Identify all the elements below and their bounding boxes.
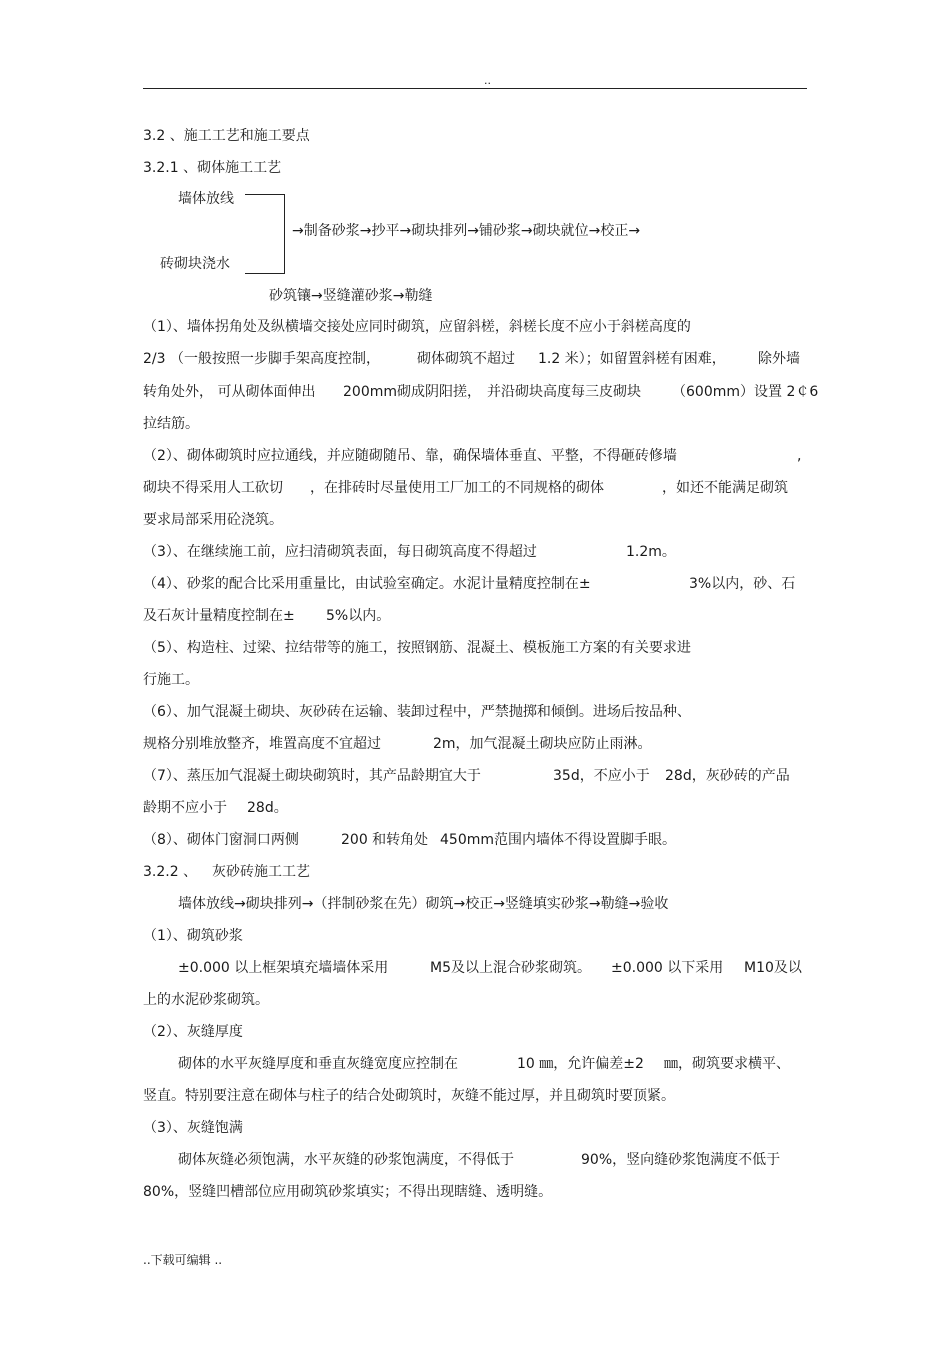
text-line: 砌体灰缝必须饱满，水平灰缝的砂浆饱满度，不得低于 (178, 1152, 514, 1168)
item-heading: （1）、砌筑砂浆 (143, 928, 243, 944)
text-line: 行施工。 (143, 672, 199, 688)
subsection-heading-2-text: 灰砂砖施工工艺 (212, 864, 310, 880)
text-line: 砌体砌筑不超过 (417, 351, 515, 367)
text-line: ±0.000 以上框架填充墙墙体采用 (178, 960, 389, 976)
section-heading: 3.2 、施工工艺和施工要点 (143, 128, 310, 144)
text-line: 80%，竖缝凹槽部位应用砌筑砂浆填实；不得出现瞎缝、透明缝。 (143, 1184, 553, 1200)
flow-bracket (245, 194, 285, 274)
subsection-heading-2: 3.2.2 、 (143, 864, 198, 880)
text-line: 200 和转角处 (341, 832, 429, 848)
flow-input-top: 墙体放线 (178, 191, 234, 207)
text-line: 转角处外， 可从砌体面伸出 (143, 384, 316, 400)
text-line: 2/3 （一般按照一步脚手架高度控制， (143, 351, 380, 367)
item-heading: （2）、灰缝厚度 (143, 1024, 243, 1040)
text-line: （2）、砌体砌筑时应拉通线，并应随砌随吊、靠，确保墙体垂直、平整，不得砸砖修墙 (143, 448, 677, 464)
text-line: 1.2m。 (626, 544, 676, 560)
text-line: M10及以 (744, 960, 802, 976)
lime-sand-flow: 墙体放线→砌块排列→（拌制砂浆在先）砌筑→校正→竖缝填实砂浆→勒缝→验收 (178, 896, 669, 912)
text-line: 龄期不应小于 (143, 800, 227, 816)
text-line: （600mm）设置 2￠6 (672, 384, 819, 400)
flow-main: →制备砂浆→抄平→砌块排列→铺砂浆→砌块就位→校正→ (292, 223, 641, 239)
text-line: 35d，不应小于 (553, 768, 650, 784)
footer-note: ..下载可编辑 .. (143, 1253, 223, 1267)
text-line: , (797, 448, 802, 464)
text-line: （5）、构造柱、过梁、拉结带等的施工，按照钢筋、混凝土、模板施工方案的有关要求进 (143, 640, 691, 656)
text-line: 10 ㎜，允许偏差±2 (517, 1056, 644, 1072)
flow-input-bottom: 砖砌块浇水 (160, 256, 230, 272)
text-line: 除外墙 (758, 351, 800, 367)
text-line: 竖直。特别要注意在砌体与柱子的结合处砌筑时，灰缝不能过厚，并且砌筑时要顶紧。 (143, 1088, 675, 1104)
header-mark: .. (484, 74, 491, 87)
text-line: 200mm砌成阴阳搓， (343, 384, 481, 400)
text-line: 2m，加气混凝土砌块应防止雨淋。 (433, 736, 652, 752)
text-line: ，如还不能满足砌筑 (662, 480, 788, 496)
text-line: ㎜，砌筑要求横平、 (664, 1056, 790, 1072)
flow-continuation: 砂筑镶→竖缝灌砂浆→勒缝 (269, 288, 433, 304)
text-line: 28d，灰砂砖的产品 (665, 768, 790, 784)
text-line: 1.2 米）；如留置斜槎有困难， (538, 351, 726, 367)
item-heading: （3）、灰缝饱满 (143, 1120, 243, 1136)
text-line: 上的水泥砂浆砌筑。 (143, 992, 269, 1008)
text-line: 450mm范围内墙体不得设置脚手眼。 (440, 832, 676, 848)
text-line: ，在排砖时尽量使用工厂加工的不同规格的砌体 (310, 480, 604, 496)
text-line: （1）、墙体拐角处及纵横墙交接处应同时砌筑，应留斜槎，斜槎长度不应小于斜槎高度的 (143, 319, 691, 335)
text-line: ±0.000 以下采用 (611, 960, 724, 976)
header-rule (143, 88, 807, 89)
text-line: 及石灰计量精度控制在± (143, 608, 295, 624)
text-line: 并沿砌块高度每三皮砌块 (487, 384, 641, 400)
text-line: M5及以上混合砂浆砌筑。 (430, 960, 591, 976)
text-line: （8）、砌体门窗洞口两侧 (143, 832, 299, 848)
text-line: 砌体的水平灰缝厚度和垂直灰缝宽度应控制在 (178, 1056, 458, 1072)
subsection-heading: 3.2.1 、砌体施工工艺 (143, 160, 282, 176)
text-line: 规格分别堆放整齐，堆置高度不宜超过 (143, 736, 381, 752)
text-line: （7）、蒸压加气混凝土砌块砌筑时，其产品龄期宜大于 (143, 768, 481, 784)
text-line: 28d。 (247, 800, 288, 816)
text-line: 3%以内，砂、石 (689, 576, 796, 592)
text-line: 90%，竖向缝砂浆饱满度不低于 (581, 1152, 781, 1168)
text-line: 要求局部采用砼浇筑。 (143, 512, 283, 528)
text-line: 5%以内。 (326, 608, 391, 624)
text-line: （4）、砂浆的配合比采用重量比，由试验室确定。水泥计量精度控制在± (143, 576, 591, 592)
text-line: 砌块不得采用人工砍切 (143, 480, 283, 496)
text-line: 拉结筋。 (143, 416, 199, 432)
text-line: （3）、在继续施工前，应扫清砌筑表面，每日砌筑高度不得超过 (143, 544, 537, 560)
text-line: （6）、加气混凝土砌块、灰砂砖在运输、装卸过程中，严禁抛掷和倾倒。进场后按品种、 (143, 704, 691, 720)
